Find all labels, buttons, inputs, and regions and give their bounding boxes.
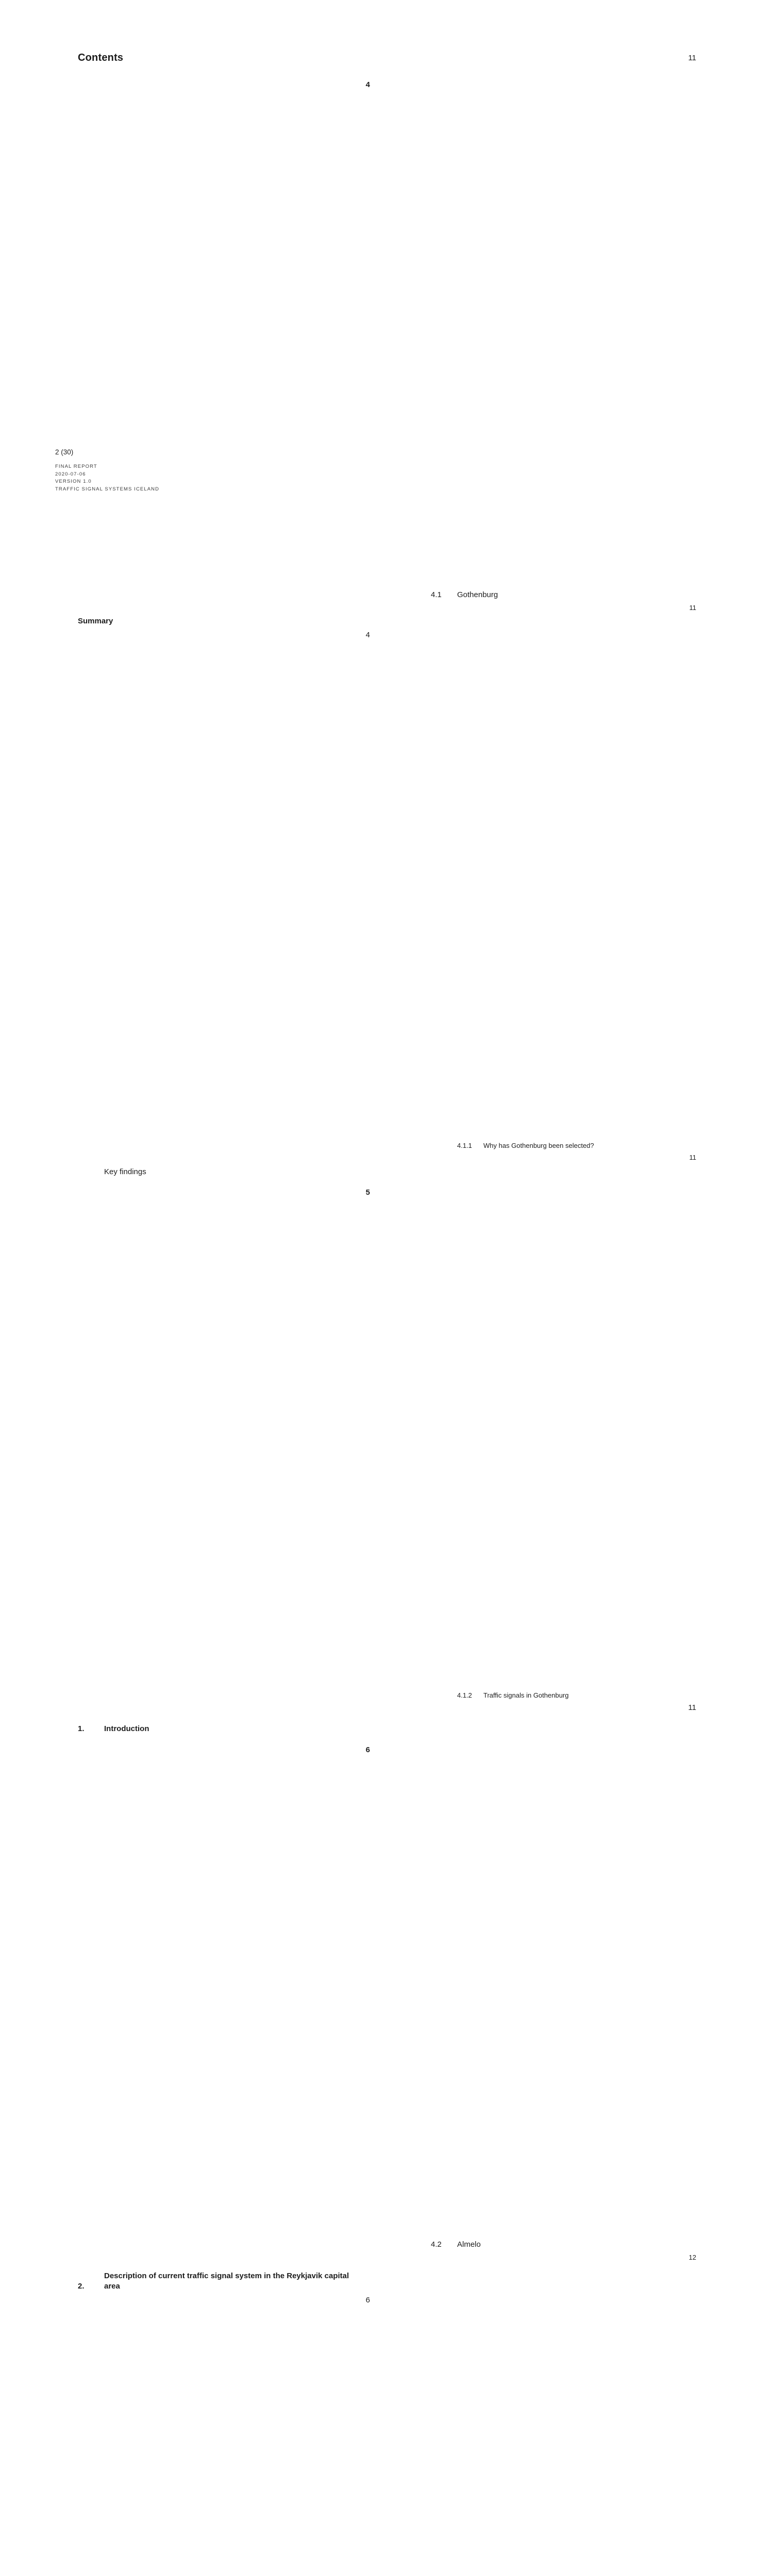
- toc-entry-page: 11: [681, 1703, 696, 2249]
- toc-right-entries: [405, 53, 696, 2576]
- toc-entry: [405, 53, 696, 600]
- toc-entry: [78, 1745, 370, 2292]
- toc-entry-title: Introduction: [104, 1724, 149, 1733]
- toc-entry: [405, 1703, 696, 2249]
- toc-column-left: [78, 52, 370, 2576]
- toc-entry: [405, 2253, 696, 2576]
- toc-entry-title: Why has Gothenburg been selected?: [483, 1141, 594, 1149]
- toc-entry-page: 4: [355, 630, 370, 1177]
- toc-entry: [78, 1188, 370, 1734]
- toc-entry-number: 2.: [78, 2282, 85, 2291]
- toc-entry-title: Gothenburg: [457, 590, 498, 599]
- toc-column-right: [405, 52, 696, 2576]
- footer-project-title: TRAFFIC SIGNAL SYSTEMS ICELAND: [55, 486, 160, 492]
- toc-entry-page: 6: [355, 2295, 370, 2576]
- footer-date: 2020-07-06: [55, 471, 86, 477]
- toc-entry-page: 11: [681, 53, 696, 600]
- toc-entry-title: Summary: [78, 617, 113, 625]
- toc-entry-number: 4.1.2: [457, 1691, 472, 1699]
- footer-meta: [55, 463, 159, 493]
- toc-entry: [78, 2295, 370, 2576]
- toc-entry-number: 1.: [78, 1724, 85, 1733]
- toc-entry-title: Description of current traffic signal system in the Reykjavik capital area: [104, 2272, 349, 2291]
- toc-entry-number: 4.2: [431, 2240, 442, 2249]
- page-title: Contents: [78, 52, 124, 63]
- toc-entry-page: 11: [681, 1153, 696, 1700]
- toc-entry-page: 4: [355, 80, 370, 626]
- toc-entry-page: 11: [681, 603, 696, 1150]
- toc-entry-title: Almelo: [457, 2240, 481, 2249]
- toc-entry-title: Key findings: [104, 1167, 146, 1176]
- toc-entry-title: Traffic signals in Gothenburg: [483, 1691, 569, 1699]
- toc-entry: [405, 603, 696, 1150]
- toc-entry: [405, 1153, 696, 1700]
- toc-entry-page: 6: [355, 1745, 370, 2292]
- page-number-indicator: 2 (30): [55, 448, 74, 456]
- footer-report-type: FINAL REPORT: [55, 464, 97, 469]
- footer-version: VERSION 1.0: [55, 479, 92, 484]
- toc-entry-number: 4.1: [431, 590, 442, 599]
- toc-entry-page: 5: [355, 1188, 370, 1734]
- page-footer: [55, 448, 159, 493]
- toc-entry: [78, 630, 370, 1177]
- toc-entry-number: 4.1.1: [457, 1141, 472, 1149]
- toc-entry: [78, 80, 370, 626]
- toc-entry-page: 12: [681, 2253, 696, 2576]
